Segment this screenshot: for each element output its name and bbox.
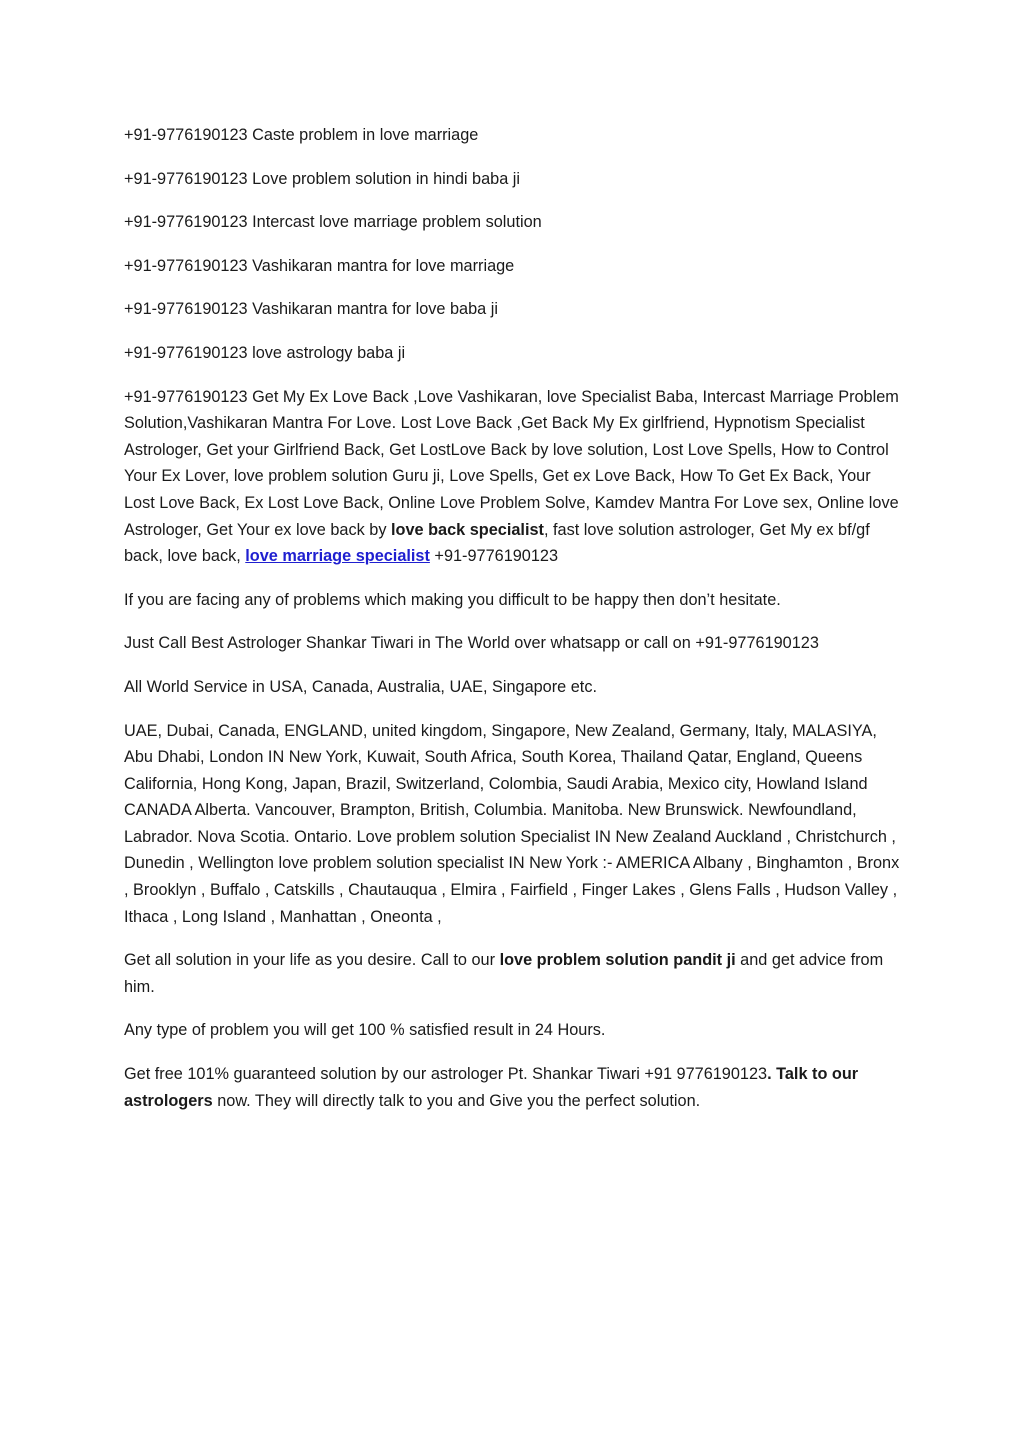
solution-text-2: and get advice from him. [124, 951, 884, 996]
line-love-astrology: +91-9776190123 love astrology baba ji [124, 343, 406, 362]
free-text-2: now. They will directly talk to you and Give you the perfect solution. [212, 1091, 701, 1110]
solution-paragraph [124, 947, 904, 1000]
world-service-paragraph: All World Service in USA, Canada, Australia, UAE, Singapore etc. [124, 677, 597, 696]
facing-problems-paragraph: If you are facing any of problems which making you difficult to be happy then don’t hesitate. [124, 590, 781, 609]
keywords-text-3: +91-9776190123 [429, 547, 559, 566]
keywords-text-1: +91-9776190123 Get My Ex Love Back ,Love Vashikaran, love Specialist Baba, Intercast Marriage Problem Solution,Vashikaran Mantra For Love. Lost Love Back ,Get Back My Ex girlfriend, Hypnotism Specialist Astrologer, Get your Girlfriend Back, Get LostLove Back by love solution, Lost Love Spells, How to Control Your Ex Lover, love problem solution Guru ji, Love Spells, Get ex Love Back, How To Get Ex Back, Your Lost Love Back, Ex Lost Love Back, Online Love Problem Solve, Kamdev Mantra For Love sex, Online love Astrologer, Get Your ex love back by [124, 387, 899, 539]
keywords-bold-love-back-specialist: love back specialist [391, 520, 544, 539]
keywords-paragraph [124, 384, 904, 570]
line-vashikaran-marriage: +91-9776190123 Vashikaran mantra for love marriage [124, 256, 515, 275]
free-text-1: Get free 101% guaranteed solution by our astrologer Pt. Shankar Tiwari +91 9776190123 [124, 1065, 768, 1084]
solution-text-1: Get all solution in your life as you desire. Call to our [124, 951, 500, 970]
result-paragraph: Any type of problem you will get 100 % satisfied result in 24 Hours. [124, 1021, 606, 1040]
line-intercast-marriage: +91-9776190123 Intercast love marriage problem solution [124, 213, 542, 232]
line-vashikaran-baba: +91-9776190123 Vashikaran mantra for love baba ji [124, 300, 498, 319]
document-body [124, 122, 904, 1131]
countries-paragraph: UAE, Dubai, Canada, ENGLAND, united kingdom, Singapore, New Zealand, Germany, Italy, MALASIYA, Abu Dhabi, London IN New York, Kuwait, South Africa, South Korea, Thailand Qatar, England, Queens California, Hong Kong, Japan, Brazil, Switzerland, Colombia, Saudi Arabia, Mexico city, Howland Island CANADA Alberta. Vancouver, Brampton, British, Columbia. Manitoba. New Brunswick. Newfoundland, Labrador. Nova Scotia. Ontario. Love problem solution Specialist IN New Zealand Auckland , Christchurch , Dunedin , Wellington love problem solution specialist IN New York :- AMERICA Albany , Binghamton , Bronx , Brooklyn , Buffalo , Catskills , Chautauqua , Elmira , Fairfield , Finger Lakes , Glens Falls , Hudson Valley , Ithaca , Long Island , Manhattan , Oneonta , [124, 721, 900, 926]
love-marriage-specialist-link[interactable]: love marriage specialist [245, 547, 430, 566]
call-astrologer-paragraph: Just Call Best Astrologer Shankar Tiwari in The World over whatsapp or call on +91-9776190123 [124, 634, 819, 653]
free-solution-paragraph [124, 1061, 904, 1114]
keywords-text-2: , fast love solution astrologer, Get My ex bf/gf back, love back, [124, 520, 870, 566]
line-caste-problem: +91-9776190123 Caste problem in love marriage [124, 126, 479, 144]
free-bold-talk-astrologers: . Talk to our astrologers [124, 1065, 859, 1110]
line-love-problem-hindi: +91-9776190123 Love problem solution in hindi baba ji [124, 169, 521, 188]
solution-bold-pandit-ji: love problem solution pandit ji [499, 951, 736, 970]
